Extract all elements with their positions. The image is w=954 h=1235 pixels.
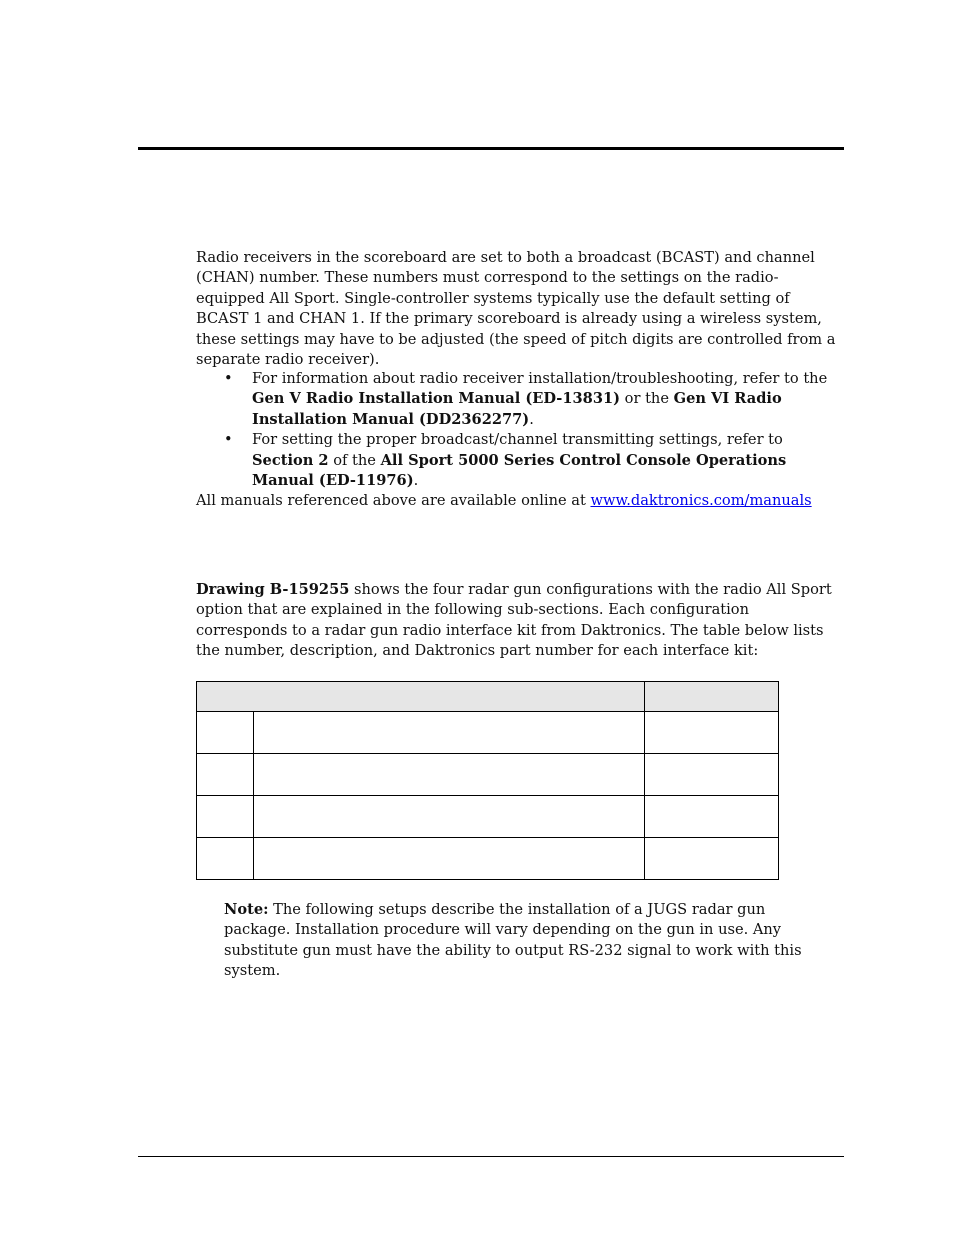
table-header-cell [197, 682, 645, 712]
header-rule [138, 147, 844, 150]
table-row [197, 754, 779, 796]
table-cell [197, 754, 254, 796]
manual-title: All Sport 5000 Series Control Console Operations Manual (ED-11976) [252, 451, 787, 490]
table-cell [253, 838, 645, 880]
table-row [197, 712, 779, 754]
table-cell [253, 712, 645, 754]
note-label: Note: [224, 901, 269, 918]
intro-paragraph: Radio receivers in the scoreboard are set to both a broadcast (BCAST) and channel (CHAN) number. These numbers must correspond to the settings on the radio-equipped All Sport. Single-controller systems typically use the default setting of BCAST 1 and CHAN 1. If the primary scoreboard is already using a wireless system, these settings may have to be adjusted (the speed of pitch digits are controlled from a separate radio receiver). [196, 249, 836, 369]
section-reference: Section 2 [252, 451, 329, 469]
table-cell [197, 838, 254, 880]
manual-title: Gen V Radio Installation Manual (ED-13831) [252, 390, 621, 408]
manuals-link[interactable]: www.daktronics.com/manuals [590, 492, 812, 509]
table-cell [645, 712, 779, 754]
list-item: • For information about radio receiver installation/troubleshooting, refer to the Gen V Radio Installation Manual (ED-13831) or the Gen VI Radio Installation Manual (DD2362277). [224, 370, 828, 428]
bullet-icon: • [224, 370, 233, 387]
table-cell [253, 754, 645, 796]
table-row [197, 838, 779, 880]
table-cell [645, 796, 779, 838]
table-row [197, 796, 779, 838]
drawing-paragraph: Drawing B-159255 shows the four radar gun configurations with the radio All Sport option that are explained in the following sub-sections. Each configuration corresponds to a radar gun radio interface kit from Daktronics. The table below lists the number, description, and Daktronics part number for each interface kit: [196, 581, 832, 660]
table-cell [645, 754, 779, 796]
table-header-row [197, 682, 779, 712]
manual-title: Gen VI Radio Installation Manual (DD2362277) [252, 390, 782, 428]
table-cell [197, 712, 254, 754]
note-paragraph: Note: The following setups describe the installation of a JUGS radar gun package. Installation procedure will vary depending on the gun in use. Any substitute gun must have the ability to output RS-232 signal to work with this system. [224, 901, 802, 980]
drawing-reference: Drawing B-159255 [196, 581, 350, 598]
bullet-icon: • [224, 431, 233, 449]
list-item: • For setting the proper broadcast/channel transmitting settings, refer to Section 2 of the All Sport 5000 Series Control Console Operations Manual (ED-11976). [224, 431, 787, 490]
interface-kit-table [196, 681, 779, 880]
table-cell [645, 838, 779, 880]
table-cell [197, 796, 254, 838]
table-header-cell [645, 682, 779, 712]
table-cell [253, 796, 645, 838]
footer-rule [138, 1156, 844, 1157]
manual-reference-list [224, 369, 844, 491]
manuals-paragraph: All manuals referenced above are available online at www.daktronics.com/manuals [196, 492, 812, 509]
